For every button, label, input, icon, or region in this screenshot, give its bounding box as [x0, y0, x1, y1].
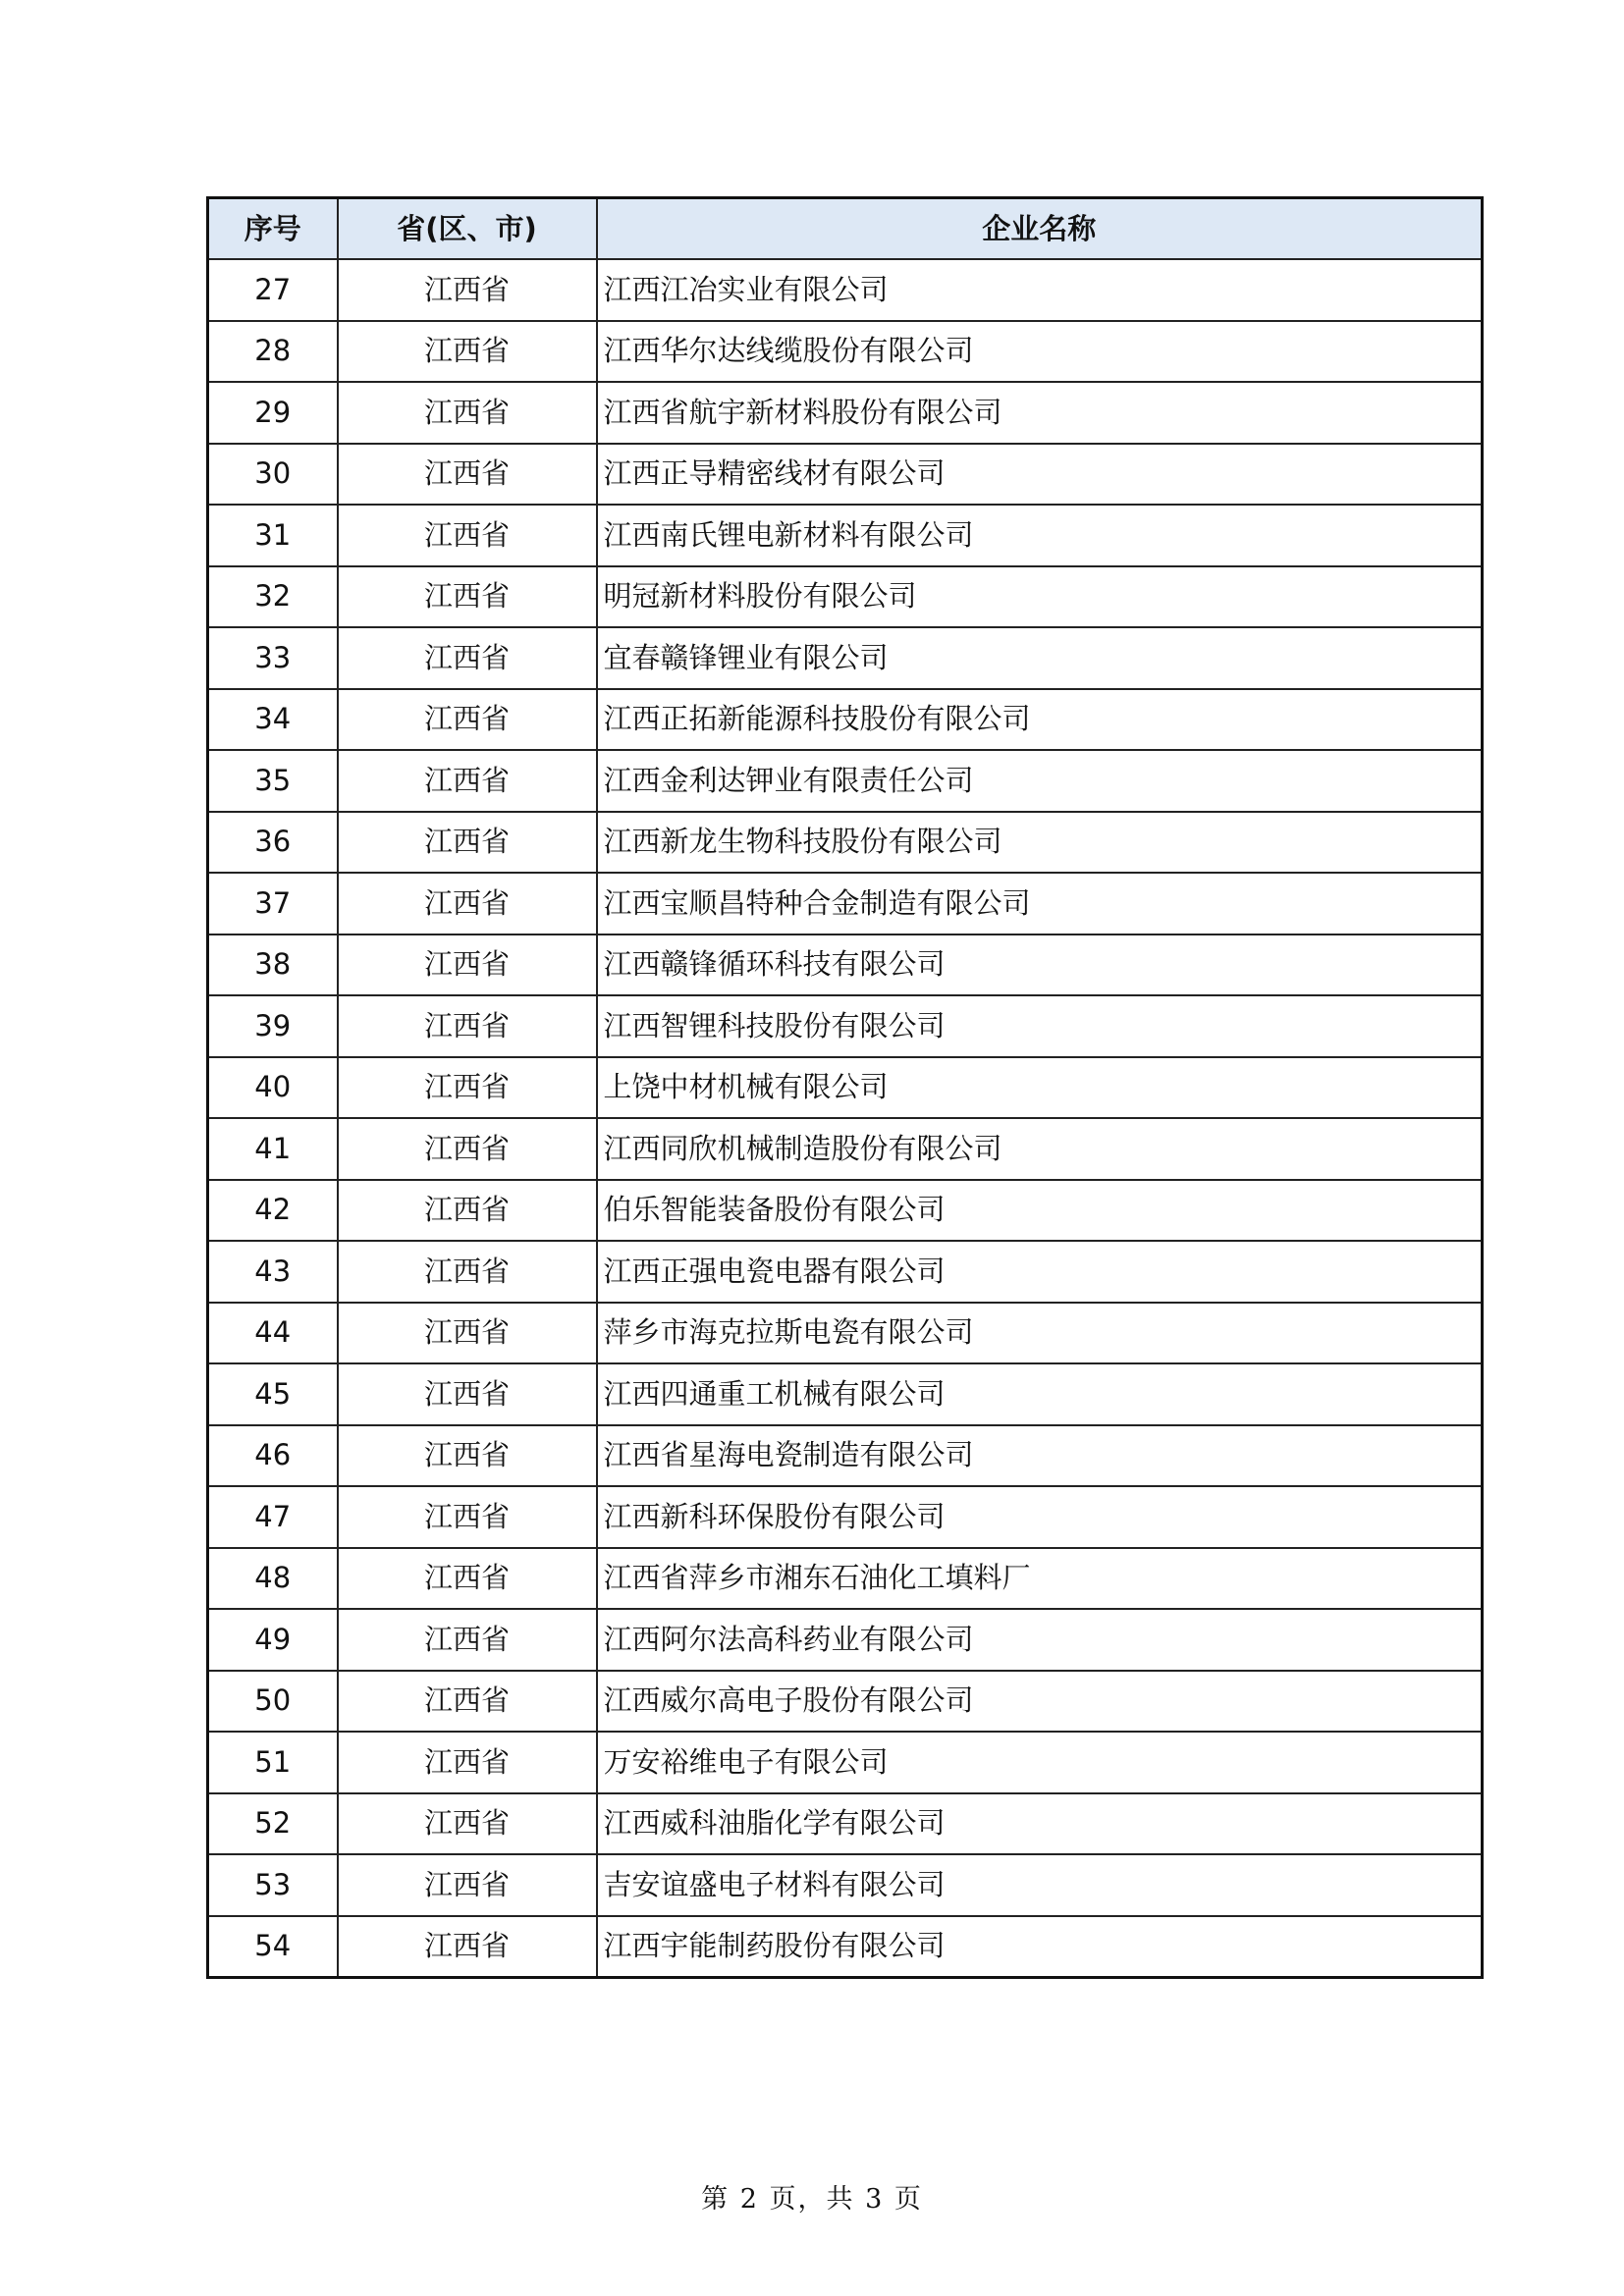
cell-serial-number: 45	[208, 1363, 338, 1425]
cell-company-name: 江西正导精密线材有限公司	[597, 444, 1483, 506]
table-row	[208, 627, 1483, 689]
table-row	[208, 1303, 1483, 1364]
table-row	[208, 1609, 1483, 1671]
cell-company-name: 江西省航宇新材料股份有限公司	[597, 382, 1483, 444]
cell-province: 江西省	[338, 934, 597, 996]
table-row	[208, 259, 1483, 321]
cell-province: 江西省	[338, 444, 597, 506]
cell-province: 江西省	[338, 1671, 597, 1733]
cell-province: 江西省	[338, 812, 597, 874]
cell-serial-number: 52	[208, 1793, 338, 1855]
cell-company-name: 伯乐智能装备股份有限公司	[597, 1180, 1483, 1242]
cell-province: 江西省	[338, 259, 597, 321]
cell-province: 江西省	[338, 1732, 597, 1793]
table-row	[208, 689, 1483, 751]
cell-province: 江西省	[338, 1363, 597, 1425]
cell-serial-number: 34	[208, 689, 338, 751]
cell-company-name: 江西同欣机械制造股份有限公司	[597, 1118, 1483, 1180]
cell-province: 江西省	[338, 750, 597, 812]
table-row	[208, 1486, 1483, 1548]
cell-province: 江西省	[338, 1241, 597, 1303]
cell-serial-number: 33	[208, 627, 338, 689]
cell-province: 江西省	[338, 1180, 597, 1242]
header-province: 省(区、市)	[338, 198, 597, 260]
cell-province: 江西省	[338, 566, 597, 628]
header-row	[208, 198, 1483, 260]
table-row	[208, 1854, 1483, 1916]
cell-province: 江西省	[338, 1793, 597, 1855]
cell-serial-number: 29	[208, 382, 338, 444]
cell-company-name: 江西威尔高电子股份有限公司	[597, 1671, 1483, 1733]
cell-company-name: 江西江冶实业有限公司	[597, 259, 1483, 321]
cell-company-name: 江西正拓新能源科技股份有限公司	[597, 689, 1483, 751]
page-footer: 第 2 页，共 3 页	[701, 2184, 923, 2215]
table-row	[208, 382, 1483, 444]
cell-serial-number: 42	[208, 1180, 338, 1242]
cell-company-name: 江西宇能制药股份有限公司	[597, 1916, 1483, 1978]
cell-province: 江西省	[338, 627, 597, 689]
table-row	[208, 444, 1483, 506]
cell-company-name: 吉安谊盛电子材料有限公司	[597, 1854, 1483, 1916]
cell-province: 江西省	[338, 1486, 597, 1548]
cell-province: 江西省	[338, 1118, 597, 1180]
table-row	[208, 812, 1483, 874]
cell-company-name: 江西四通重工机械有限公司	[597, 1363, 1483, 1425]
cell-company-name: 江西赣锋循环科技有限公司	[597, 934, 1483, 996]
table-row	[208, 1118, 1483, 1180]
cell-company-name: 江西省萍乡市湘东石油化工填料厂	[597, 1548, 1483, 1610]
cell-serial-number: 47	[208, 1486, 338, 1548]
cell-company-name: 宜春赣锋锂业有限公司	[597, 627, 1483, 689]
cell-province: 江西省	[338, 1854, 597, 1916]
cell-company-name: 江西金利达钾业有限责任公司	[597, 750, 1483, 812]
cell-serial-number: 27	[208, 259, 338, 321]
cell-province: 江西省	[338, 689, 597, 751]
header-serial-number: 序号	[208, 198, 338, 260]
table-row	[208, 1548, 1483, 1610]
cell-province: 江西省	[338, 1916, 597, 1978]
cell-company-name: 江西华尔达线缆股份有限公司	[597, 321, 1483, 383]
cell-company-name: 江西智锂科技股份有限公司	[597, 995, 1483, 1057]
cell-province: 江西省	[338, 995, 597, 1057]
cell-serial-number: 40	[208, 1057, 338, 1119]
cell-serial-number: 35	[208, 750, 338, 812]
cell-company-name: 万安裕维电子有限公司	[597, 1732, 1483, 1793]
cell-company-name: 江西省星海电瓷制造有限公司	[597, 1425, 1483, 1487]
cell-province: 江西省	[338, 1609, 597, 1671]
table-row	[208, 505, 1483, 566]
cell-serial-number: 37	[208, 873, 338, 934]
table-row	[208, 1057, 1483, 1119]
cell-serial-number: 54	[208, 1916, 338, 1978]
cell-company-name: 江西新科环保股份有限公司	[597, 1486, 1483, 1548]
table-row	[208, 321, 1483, 383]
cell-serial-number: 50	[208, 1671, 338, 1733]
table-row	[208, 1363, 1483, 1425]
cell-serial-number: 32	[208, 566, 338, 628]
cell-serial-number: 48	[208, 1548, 338, 1610]
table-row	[208, 1425, 1483, 1487]
cell-serial-number: 39	[208, 995, 338, 1057]
cell-province: 江西省	[338, 505, 597, 566]
table-row	[208, 566, 1483, 628]
cell-company-name: 江西南氏锂电新材料有限公司	[597, 505, 1483, 566]
table-row	[208, 873, 1483, 934]
table-body	[208, 259, 1483, 1977]
cell-province: 江西省	[338, 1057, 597, 1119]
cell-company-name: 江西正强电瓷电器有限公司	[597, 1241, 1483, 1303]
table-row	[208, 995, 1483, 1057]
cell-province: 江西省	[338, 382, 597, 444]
cell-serial-number: 41	[208, 1118, 338, 1180]
table-row	[208, 1916, 1483, 1978]
table-row	[208, 934, 1483, 996]
cell-serial-number: 36	[208, 812, 338, 874]
cell-serial-number: 28	[208, 321, 338, 383]
cell-company-name: 江西宝顺昌特种合金制造有限公司	[597, 873, 1483, 934]
table-row	[208, 1793, 1483, 1855]
cell-serial-number: 51	[208, 1732, 338, 1793]
cell-serial-number: 46	[208, 1425, 338, 1487]
table-row	[208, 1732, 1483, 1793]
cell-serial-number: 44	[208, 1303, 338, 1364]
cell-serial-number: 38	[208, 934, 338, 996]
table-row	[208, 750, 1483, 812]
table-header	[208, 198, 1483, 260]
cell-company-name: 上饶中材机械有限公司	[597, 1057, 1483, 1119]
table-row	[208, 1180, 1483, 1242]
table-row	[208, 1241, 1483, 1303]
cell-province: 江西省	[338, 873, 597, 934]
cell-province: 江西省	[338, 1303, 597, 1364]
cell-company-name: 江西新龙生物科技股份有限公司	[597, 812, 1483, 874]
cell-serial-number: 53	[208, 1854, 338, 1916]
cell-serial-number: 43	[208, 1241, 338, 1303]
cell-serial-number: 49	[208, 1609, 338, 1671]
enterprise-table	[206, 196, 1484, 1979]
cell-province: 江西省	[338, 1548, 597, 1610]
cell-serial-number: 30	[208, 444, 338, 506]
cell-company-name: 萍乡市海克拉斯电瓷有限公司	[597, 1303, 1483, 1364]
cell-company-name: 江西阿尔法高科药业有限公司	[597, 1609, 1483, 1671]
cell-province: 江西省	[338, 1425, 597, 1487]
cell-company-name: 明冠新材料股份有限公司	[597, 566, 1483, 628]
cell-company-name: 江西威科油脂化学有限公司	[597, 1793, 1483, 1855]
table-row	[208, 1671, 1483, 1733]
cell-province: 江西省	[338, 321, 597, 383]
header-company-name: 企业名称	[597, 198, 1483, 260]
cell-serial-number: 31	[208, 505, 338, 566]
